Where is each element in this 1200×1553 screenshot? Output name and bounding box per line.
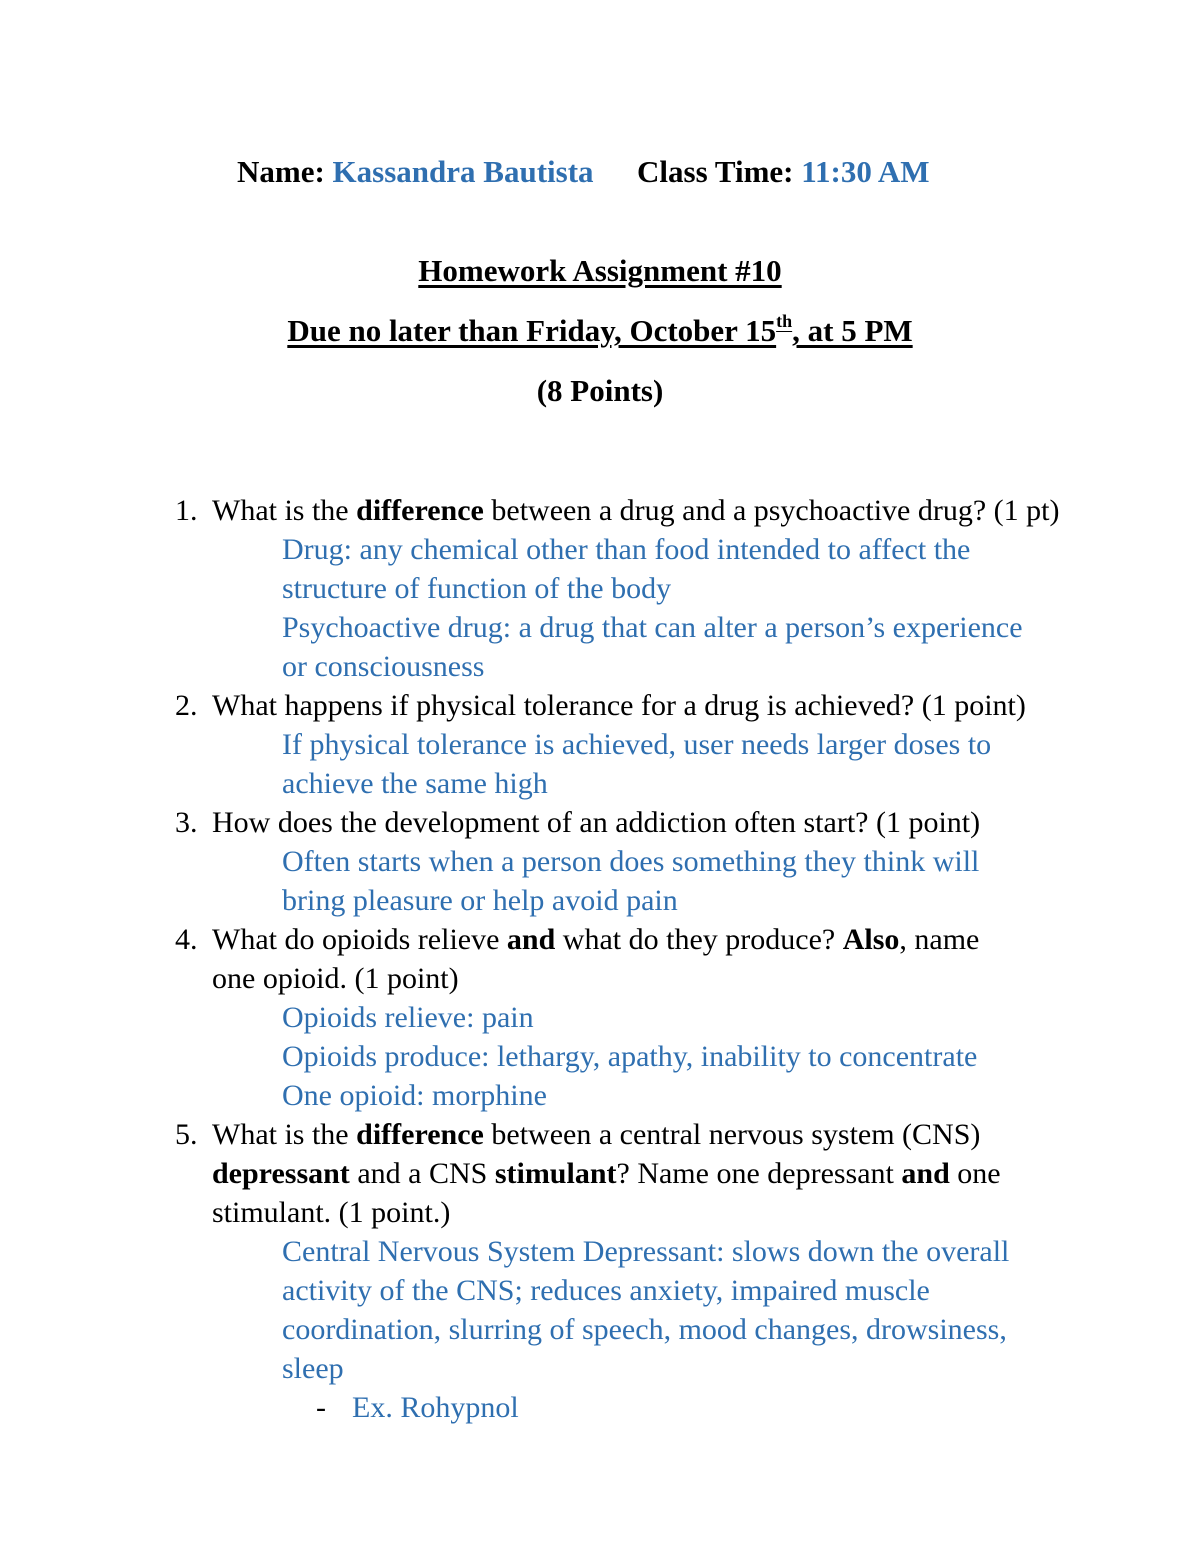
question-text: and a CNS [349, 1157, 495, 1190]
header-line [237, 154, 930, 190]
question-text: What is the [212, 1118, 357, 1151]
question-emphasis: stimulant [494, 1157, 617, 1190]
name-label: Name: [237, 154, 325, 189]
question-emphasis: and [901, 1157, 950, 1190]
due-suffix: , at 5 PM [792, 313, 913, 348]
answer-line: bring pleasure or help avoid pain [282, 884, 678, 917]
class-time-value: 11:30 AM [801, 154, 930, 189]
answer-line: activity of the CNS; reduces anxiety, impaired muscle [282, 1274, 930, 1307]
class-time-label: Class Time: [637, 154, 794, 189]
question-5-line-3: stimulant. (1 point.) [212, 1196, 451, 1229]
question-4 [212, 922, 979, 958]
answer-line: coordination, slurring of speech, mood changes, drowsiness, [282, 1313, 1007, 1346]
due-date [0, 310, 1200, 349]
question-3: How does the development of an addiction often start? (1 point) [212, 806, 981, 839]
answer-line: If physical tolerance is achieved, user needs larger doses to [282, 728, 992, 761]
answer-line: achieve the same high [282, 767, 548, 800]
question-emphasis: and [506, 923, 556, 956]
question-text: between a central nervous system (CNS) [483, 1118, 981, 1151]
question-number: 5. [175, 1118, 198, 1151]
question-text: ? Name one depressant [616, 1157, 902, 1190]
question-text: what do they produce? [555, 923, 843, 956]
question-emphasis: difference [356, 1118, 484, 1151]
question-1 [212, 493, 1060, 529]
answer-line: Central Nervous System Depressant: slows down the overall [282, 1235, 1010, 1268]
question-number: 4. [175, 923, 198, 956]
answer-line: Drug: any chemical other than food intended to affect the [282, 533, 971, 566]
bullet-answer: Ex. Rohypnol [352, 1391, 519, 1424]
question-number: 1. [175, 494, 198, 527]
question-number: 3. [175, 806, 198, 839]
question-text: between a drug and a psychoactive drug? (1 pt) [483, 494, 1060, 527]
answer-line: Opioids produce: lethargy, apathy, inability to concentrate [282, 1040, 978, 1073]
due-superscript: th [776, 310, 793, 331]
student-name: Kassandra Bautista [332, 154, 594, 189]
answer-line: or consciousness [282, 650, 485, 683]
answer-line: sleep [282, 1352, 344, 1385]
answer-line: structure of function of the body [282, 572, 672, 605]
due-prefix: Due no later than Friday, October 15 [287, 313, 777, 348]
question-5 [212, 1117, 980, 1153]
bullet-dash: - [316, 1391, 326, 1424]
points-total: (8 Points) [536, 373, 664, 408]
question-text: one [949, 1157, 1001, 1190]
question-text: , name [899, 923, 980, 956]
question-5-line-2 [212, 1156, 1001, 1192]
question-text: What is the [212, 494, 357, 527]
question-emphasis: difference [356, 494, 484, 527]
question-emphasis: depressant [212, 1157, 350, 1190]
question-emphasis: Also [842, 923, 900, 956]
answer-line: Opioids relieve: pain [282, 1001, 534, 1034]
question-4-line-2: one opioid. (1 point) [212, 962, 459, 995]
answer-line: Often starts when a person does something they think will [282, 845, 980, 878]
assignment-title: Homework Assignment #10 [418, 253, 782, 288]
answer-line: One opioid: morphine [282, 1079, 547, 1112]
question-text: What do opioids relieve [212, 923, 507, 956]
question-number: 2. [175, 689, 198, 722]
question-2: What happens if physical tolerance for a drug is achieved? (1 point) [212, 689, 1026, 722]
answer-line: Psychoactive drug: a drug that can alter a person’s experience [282, 611, 1023, 644]
